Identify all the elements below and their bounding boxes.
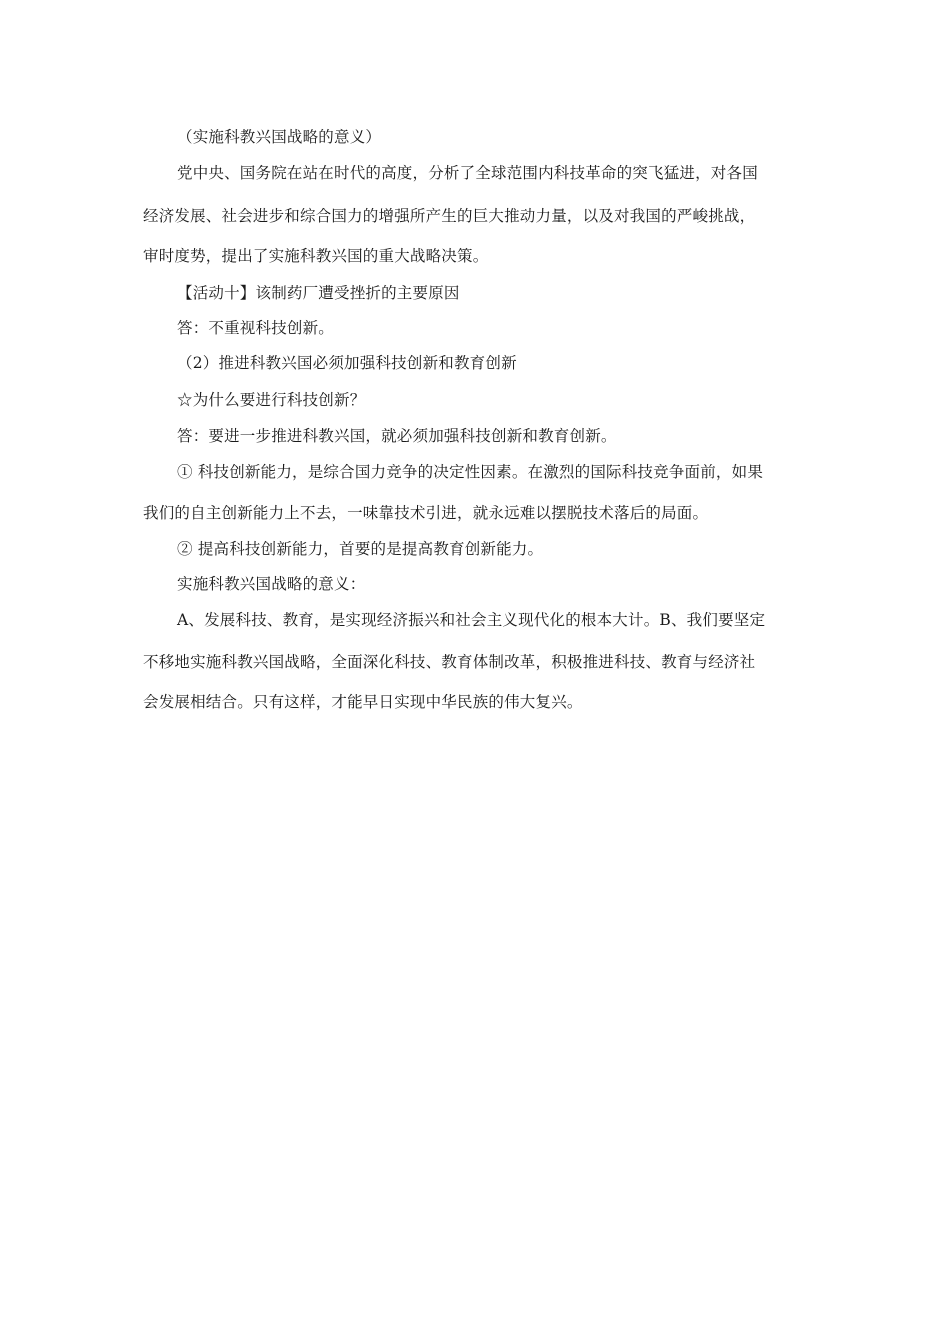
- paragraph-line: 我们的自主创新能力上不去，一味靠技术引进，就永远难以摆脱技术落后的局面。: [143, 504, 709, 522]
- answer-line: 答：不重视科技创新。: [177, 319, 335, 337]
- section-heading: （实施科教兴国战略的意义）: [177, 128, 382, 146]
- paragraph-line: 经济发展、社会进步和综合国力的增强所产生的巨大推动力量，以及对我国的严峻挑战，: [143, 207, 756, 225]
- paragraph-line: 不移地实施科教兴国战略，全面深化科技、教育体制改革，积极推进科技、教育与经济社: [143, 653, 756, 671]
- paragraph-line: ② 提高科技创新能力，首要的是提高教育创新能力。: [177, 540, 544, 558]
- activity-heading: 【活动十】该制药厂遭受挫折的主要原因: [177, 284, 460, 302]
- paragraph-line: 会发展相结合。只有这样，才能早日实现中华民族的伟大复兴。: [143, 693, 583, 711]
- subsection-heading: （2）推进科教兴国必须加强科技创新和教育创新: [177, 354, 517, 372]
- answer-line: 答：要进一步推进科教兴国，就必须加强科技创新和教育创新。: [177, 427, 617, 445]
- paragraph-line: A、发展科技、教育，是实现经济振兴和社会主义现代化的根本大计。B、我们要坚定: [177, 611, 766, 629]
- question-line: ☆为什么要进行科技创新？: [177, 391, 366, 409]
- paragraph-line: ① 科技创新能力，是综合国力竞争的决定性因素。在激烈的国际科技竞争面前，如果: [177, 463, 764, 481]
- section-heading: 实施科教兴国战略的意义：: [177, 575, 366, 593]
- paragraph-line: 审时度势，提出了实施科教兴国的重大战略决策。: [143, 247, 489, 265]
- paragraph-line: 党中央、国务院在站在时代的高度，分析了全球范围内科技革命的突飞猛进，对各国: [177, 164, 758, 182]
